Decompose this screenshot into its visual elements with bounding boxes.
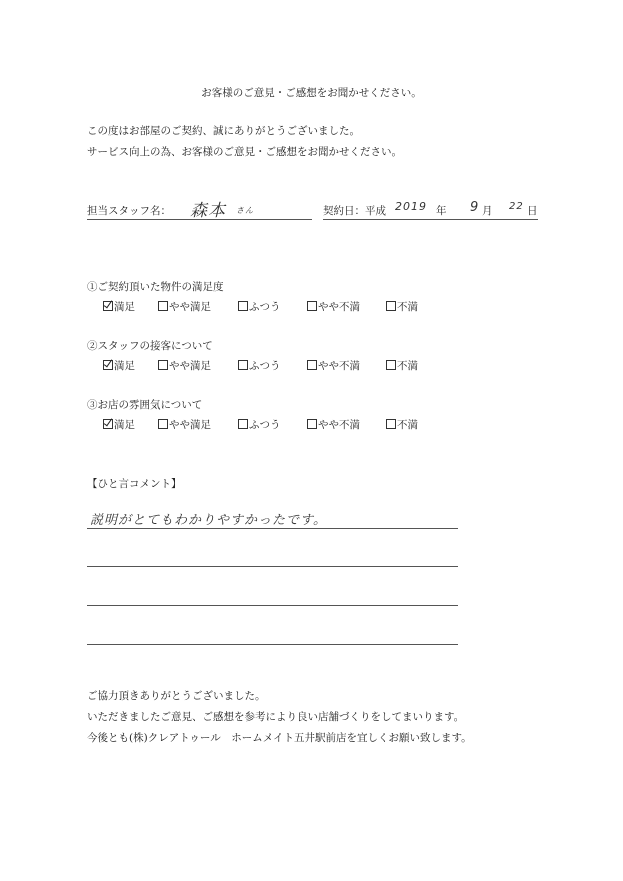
option-label: ふつう: [249, 419, 281, 431]
q2-option-2[interactable]: [158, 360, 211, 373]
option-label: やや不満: [318, 360, 360, 372]
q3-option-2[interactable]: [158, 419, 211, 432]
contract-year: 2019: [395, 200, 427, 213]
contract-label: 契約日：平成: [323, 205, 386, 217]
option-label: 不満: [397, 360, 418, 372]
option-label: やや満足: [169, 301, 211, 313]
comment-line-1: [87, 528, 458, 529]
checkbox-icon[interactable]: [158, 360, 168, 370]
q3-option-3[interactable]: [238, 419, 281, 432]
option-label: 満足: [114, 301, 135, 313]
checkbox-icon[interactable]: [307, 360, 317, 370]
intro-line-2: サービス向上の為、お客様のご意見・ご感想をお聞かせください。: [87, 146, 402, 158]
checkbox-icon[interactable]: [386, 419, 396, 429]
option-label: やや満足: [169, 360, 211, 372]
contract-year-unit: 年: [436, 205, 447, 217]
staff-honorific: さん: [236, 206, 254, 215]
option-label: やや満足: [169, 419, 211, 431]
staff-label: 担当スタッフ名：: [87, 205, 171, 217]
form-title: お客様のご意見・ご感想をお聞かせください。: [201, 87, 422, 99]
checkbox-icon[interactable]: [238, 419, 248, 429]
q2-option-1[interactable]: [103, 360, 135, 373]
contract-day-unit: 日: [527, 205, 538, 217]
checkbox-icon[interactable]: [238, 360, 248, 370]
checkbox-icon[interactable]: [307, 419, 317, 429]
q1-option-4[interactable]: [307, 301, 360, 314]
checkbox-icon[interactable]: [158, 419, 168, 429]
q3-option-5[interactable]: [386, 419, 418, 432]
checkbox-icon[interactable]: [386, 360, 396, 370]
comment-line-3: [87, 605, 458, 606]
checkbox-icon[interactable]: [307, 301, 317, 311]
comment-label: 【ひと言コメント】: [87, 478, 182, 490]
option-label: やや不満: [318, 301, 360, 313]
option-label: 不満: [397, 301, 418, 313]
checkbox-checked-icon[interactable]: [103, 301, 113, 311]
q3-option-1[interactable]: [103, 419, 135, 432]
closing-line-3: 今後とも(株)クレアトゥール ホームメイト五井駅前店を宜しくお願い致します。: [87, 732, 472, 744]
closing-line-2: いただきましたご意見、ご感想を参考により良い店舗づくりをしてまいります。: [87, 711, 465, 723]
closing-line-1: ご協力頂きありがとうございました。: [87, 690, 266, 702]
option-label: ふつう: [249, 301, 281, 313]
option-label: ふつう: [249, 360, 281, 372]
staff-name: 森本: [190, 201, 226, 221]
option-label: 不満: [397, 419, 418, 431]
option-label: 満足: [114, 360, 135, 372]
contract-underline: [323, 219, 538, 220]
contract-day: 22: [509, 201, 524, 212]
comment-line-4: [87, 644, 458, 645]
checkbox-icon[interactable]: [158, 301, 168, 311]
q1-option-3[interactable]: [238, 301, 281, 314]
contract-month: 9: [470, 200, 480, 215]
comment-line-2: [87, 566, 458, 567]
q1-option-5[interactable]: [386, 301, 418, 314]
q1-option-1[interactable]: [103, 301, 135, 314]
intro-line-1: この度はお部屋のご契約、誠にありがとうございました。: [87, 125, 360, 137]
checkbox-icon[interactable]: [386, 301, 396, 311]
q2-option-4[interactable]: [307, 360, 360, 373]
checkbox-icon[interactable]: [238, 301, 248, 311]
comment-text[interactable]: 説明がとてもわかりやすかったです。: [90, 513, 327, 528]
q3-option-4[interactable]: [307, 419, 360, 432]
question-1-label: ①ご契約頂いた物件の満足度: [87, 281, 224, 293]
question-2-label: ②スタッフの接客について: [87, 340, 213, 352]
staff-underline: [87, 219, 312, 220]
q2-option-5[interactable]: [386, 360, 418, 373]
checkbox-checked-icon[interactable]: [103, 360, 113, 370]
contract-month-unit: 月: [482, 205, 493, 217]
option-label: やや不満: [318, 419, 360, 431]
q1-option-2[interactable]: [158, 301, 211, 314]
option-label: 満足: [114, 419, 135, 431]
q2-option-3[interactable]: [238, 360, 281, 373]
question-3-label: ③お店の雰囲気について: [87, 399, 203, 411]
checkbox-checked-icon[interactable]: [103, 419, 113, 429]
